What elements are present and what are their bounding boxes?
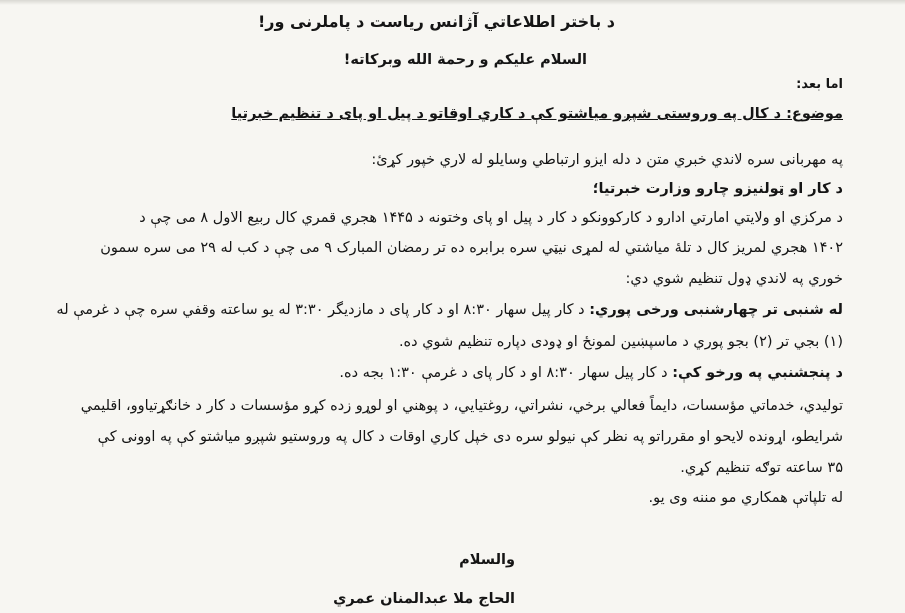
institutions-line-2: شرایطو، اړونده لایحو او مقرراتو په نظر کې نیولو سره دی خپل کاري اوقات د کال په وروستیو شپږو میاشتو کې په اوونی کې <box>97 429 843 445</box>
sat-wed-line-2: (۱) بجي تر (۲) بجو پوري د ماسپښین لمونځ او ډودی دپاره تنظیم شوي ده. <box>398 334 843 350</box>
amma-bad: اما بعد: <box>796 77 843 92</box>
institutions-line-1: تولیدي، خدماتي مؤسسات، دایماً فعالي برخي، نشراتي، روغتیایي، د پوهني او لوړو زده کړو مؤسسات د کار د خانګړتیاوو، اقلیمي <box>80 398 843 414</box>
thursday-label: د پنجشنبي په ورخو کې: <box>672 365 843 381</box>
greeting: السلام علیکم و رحمة الله وبرکاته! <box>343 52 587 68</box>
body-line-3: خوري په لاندي ډول تنظیم شوي دي: <box>625 271 843 287</box>
scan-edge <box>0 0 905 5</box>
thursday-text: د کار پیل سهار ۸:۳۰ او د کار پای د غرمې ۱:۳۰ بجه ده. <box>339 365 673 381</box>
recipient-line: د باختر اطلاعاتي آژانس رياست د پاملرنی ور! <box>257 12 615 31</box>
subject-line: موضوع: د کال په وروستی شپږو میاشتو کې د کاري اوقاتو د پیل او پای د تنظیم خبرتیا <box>231 106 843 122</box>
signatory-name: الحاج ملا عبدالمنان عمري <box>333 591 515 607</box>
announcement-title: د کار او ټولنیزو چارو وزارت خبرتیا؛ <box>592 181 843 197</box>
intro-paragraph: په مهربانی سره لاندي خبري متن د دله ایزو ارتباطي وسایلو له لاري خپور کړئ: <box>371 152 843 168</box>
institutions-line-3: ۳۵ ساعته توګه تنظیم کړي. <box>680 460 843 476</box>
closing: والسلام <box>459 552 515 568</box>
body-line-1: د مرکزي او ولایتي امارتي ادارو د کارکوونکو د کار د پیل او پای وختونه د ۱۴۴۵ هجري قمري کال ربیع الاول ۸ می چې د <box>139 210 843 226</box>
thursday-line <box>339 363 843 383</box>
sat-wed-label: له شنبی تر چهارشنبی ورخی پوري: <box>589 302 843 318</box>
body-line-2: ۱۴۰۲ هجري لمریز کال د تلهٔ میاشتي له لمړی نیټي سره برابره ده تر رمضان المبارک ۹ می چې د کب له ۲۹ می سره سمون <box>100 240 843 256</box>
thanks-line: له تلپاتې همکاري مو مننه وی یو. <box>648 490 843 506</box>
sat-wed-line <box>56 300 843 320</box>
sat-wed-text: د کار پیل سهار ۸:۳۰ او د کار پای د مازدیگر ۳:۳۰ له یو ساعته وقفي سره چې د غرمې له <box>56 302 590 318</box>
